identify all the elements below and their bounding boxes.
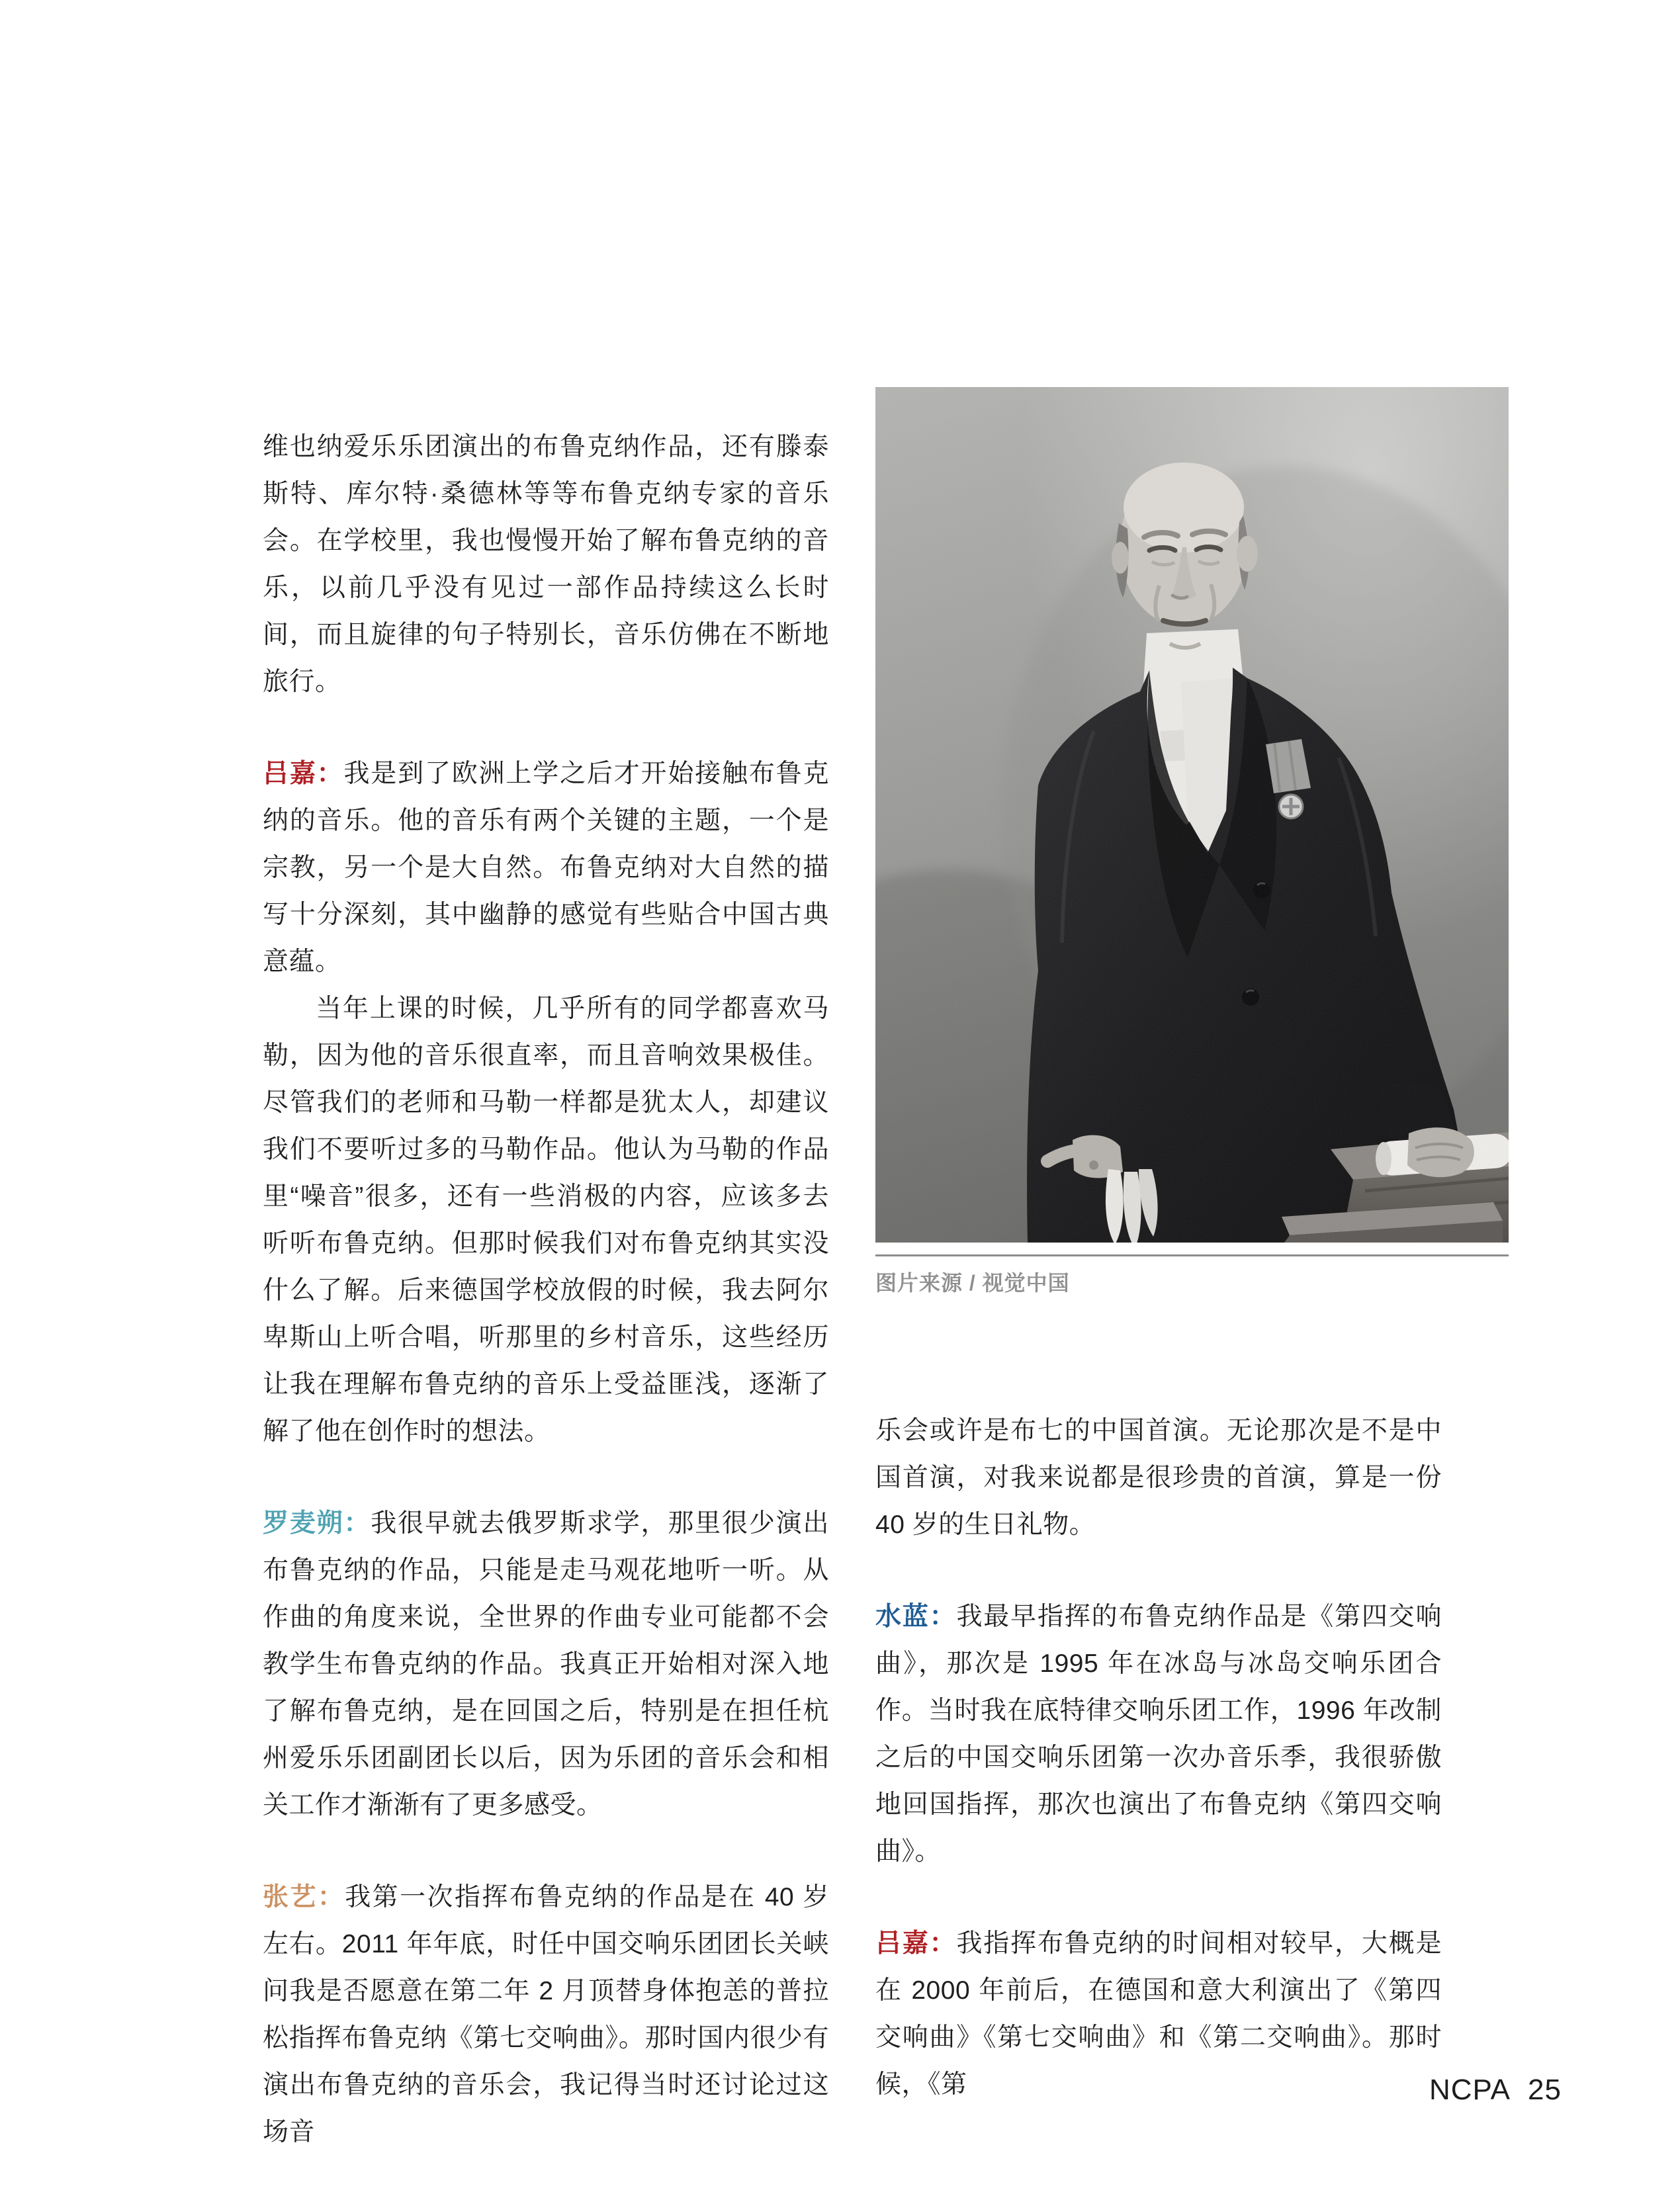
paragraph-text: 我很早就去俄罗斯求学，那里很少演出布鲁克纳的作品，只能是走马观花地听一听。从作曲的角度来说，全世界的作曲专业可能都不会教学生布鲁克纳的作品。我真正开始相对深入地了解布鲁克纳，是在回国之后，特别是在担任杭州爱乐乐团副团长以后，因为乐团的音乐会和相关工作才渐渐有了更多感受。: [263, 1509, 829, 1819]
bruckner-portrait-photo: [875, 387, 1509, 1243]
paragraph-text: 乐会或许是布七的中国首演。无论那次是不是中国首演，对我来说都是很珍贵的首演，算是一份 40 岁的生日礼物。: [875, 1417, 1442, 1539]
paragraph: [263, 985, 829, 1455]
page-number: 25: [1528, 2074, 1562, 2106]
speaker-name: 吕嘉：: [263, 760, 344, 788]
paragraph-text: 我第一次指挥布鲁克纳的作品是在 40 岁左右。2011 年年底，时任中国交响乐团团长关峡问我是否愿意在第二年 2 月顶替身体抱恙的普拉松指挥布鲁克纳《第七交响曲》。那时国内很少有演出布鲁克纳的音乐会，我记得当时还讨论过这场音: [263, 1883, 829, 2146]
speaker-name: 张艺：: [263, 1883, 345, 1911]
paragraph: [263, 1874, 829, 2156]
paragraph-text: 维也纳爱乐乐团演出的布鲁克纳作品，还有滕泰斯特、库尔特·桑德林等等布鲁克纳专家的音乐会。在学校里，我也慢慢开始了解布鲁克纳的音乐，以前几乎没有见过一部作品持续这么长时间，而且旋律的句子特别长，音乐仿佛在不断地旅行。: [263, 433, 829, 696]
left-text-column: [263, 423, 829, 2188]
speaker-name: 罗麦朔：: [263, 1509, 371, 1538]
paragraph: [263, 1500, 829, 1829]
photo-bottom-rule: [875, 1254, 1509, 1256]
paragraph: [875, 1407, 1442, 1548]
photo-caption: 图片来源 / 视觉中国: [875, 1271, 1070, 1295]
paragraph: [263, 423, 829, 705]
journal-label: NCPA: [1429, 2074, 1511, 2106]
paragraph: [263, 750, 829, 985]
right-text-column: [875, 1407, 1442, 2153]
paragraph: [875, 1920, 1442, 2108]
paragraph-text: 我是到了欧洲上学之后才开始接触布鲁克纳的音乐。他的音乐有两个关键的主题，一个是宗教，另一个是大自然。布鲁克纳对大自然的描写十分深刻，其中幽静的感觉有些贴合中国古典意蕴。: [263, 760, 829, 976]
paragraph-text: 当年上课的时候，几乎所有的同学都喜欢马勒，因为他的音乐很直率，而且音响效果极佳。尽管我们的老师和马勒一样都是犹太人，却建议我们不要听过多的马勒作品。他认为马勒的作品里“噪音”很多，还有一些消极的内容，应该多去听听布鲁克纳。但那时候我们对布鲁克纳其实没什么了解。后来德国学校放假的时候，我去阿尔卑斯山上听合唱，听那里的乡村音乐，这些经历让我在理解布鲁克纳的音乐上受益匪浅，逐渐了解了他在创作时的想法。: [263, 994, 829, 1446]
speaker-name: 水蓝：: [875, 1602, 957, 1631]
speaker-name: 吕嘉：: [875, 1929, 957, 1958]
paragraph-text: 我最早指挥的布鲁克纳作品是《第四交响曲》，那次是 1995 年在冰岛与冰岛交响乐团合作。当时我在底特律交响乐团工作，1996 年改制之后的中国交响乐团第一次办音乐季，我很骄傲地回国指挥，那次也演出了布鲁克纳《第四交响曲》。: [875, 1602, 1442, 1866]
paragraph: [875, 1593, 1442, 1875]
page-footer: [1429, 2074, 1562, 2107]
paragraph-text: 我指挥布鲁克纳的时间相对较早，大概是在 2000 年前后，在德国和意大利演出了《第四交响曲》《第七交响曲》和《第二交响曲》。那时候，《第: [875, 1929, 1442, 2099]
